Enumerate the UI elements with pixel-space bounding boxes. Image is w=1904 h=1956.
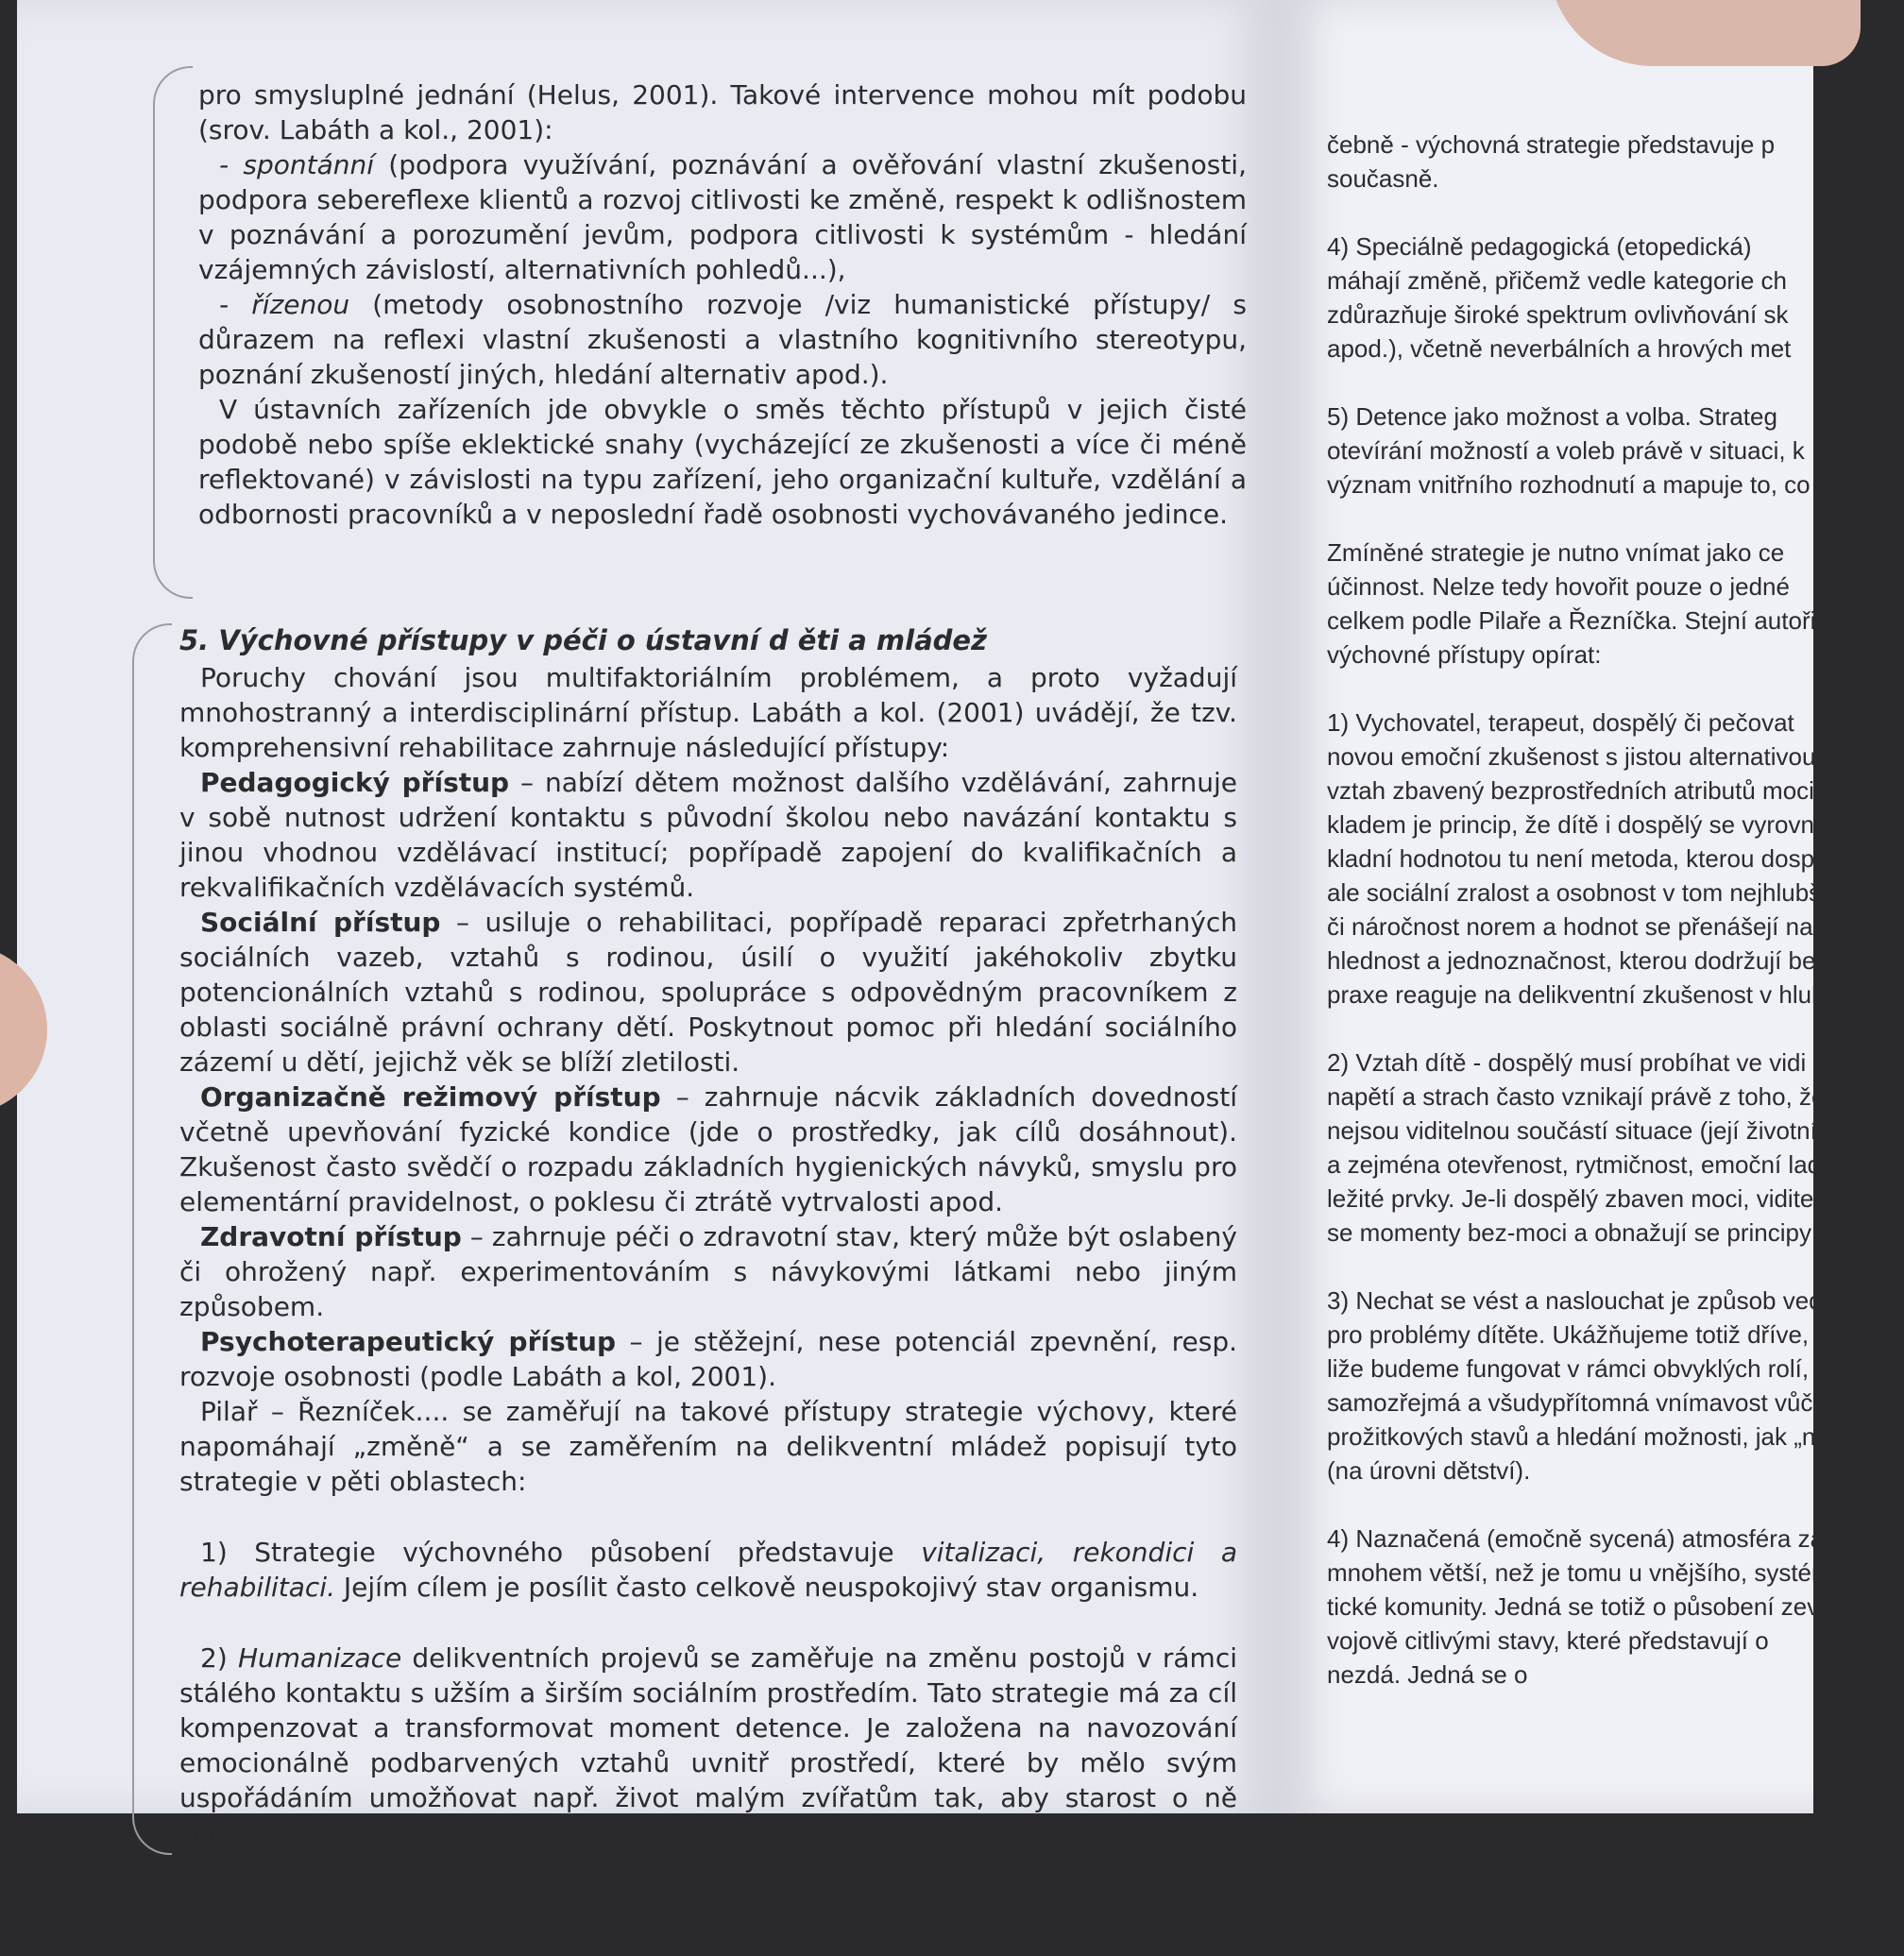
right-page-line: nejsou viditelnou součástí situace (její životní situ <box>1327 1116 1862 1145</box>
right-page-line: 2) Vztah dítě - dospělý musí probíhat ve vidi <box>1327 1048 1807 1077</box>
paragraph-pilar: Pilař – Řezníček.... se zaměřují na takové přístupy strategie výchovy, které napomáhají „změně“ a se zaměřením na delikventní mládež popisují tyto strategie v pěti oblastech: <box>179 1396 1237 1497</box>
right-page-line: čebně - výchovná strategie představuje p <box>1327 130 1776 159</box>
margin-bracket-top <box>153 66 193 599</box>
text-spontaneous: (podpora využívání, poznávání a ověřování vlastní zkušenosti, podpora sebereflexe klientů a rozvoj citlivosti ke změně, respekt k odlišnostem v poznávání a porozumění jevům, podpora citlivosti k systémům - hledání vzájemných závislostí, alternativních pohledů...), <box>198 149 1247 285</box>
strategy-2-italic: Humanizace <box>237 1642 402 1674</box>
strategy-2-text: delikventních projevů se zaměřuje na změnu postojů v rámci stálého kontaktu s užším a širším sociálním prostředím. Tato strategie má za cíl kompenzovat a transformovat moment detence. Je založena na navozování emocionálně podbarvených vztahů uvnitř prostředí, které by mělo svým uspořádáním umožňovat např. život malým zvířatům tak, aby starost o ně napomohla emocionálnímu přeladění vůči dospělým (atd.). <box>179 1642 1237 1848</box>
paragraph-institutions: V ústavních zařízeních jde obvykle o směs těchto přístupů v jejich čisté podobě nebo spíše eklektické snahy (vycházející ze zkušenosti a více či méně reflektované) v závislosti na typu zařízení, jeho organizační kultuře, vzdělání a odbornosti pracovníků a v neposlední řadě osobnosti vychovávaného jedince. <box>198 394 1247 530</box>
strategy-1-lead: 1) Strategie výchovného působení představuje <box>200 1537 922 1568</box>
approach-text: – je stěžejní, nese potenciál zpevnění, resp. rozvoje osobnosti (podle Labáth a kol, 2001). <box>179 1326 1238 1392</box>
term-guided: - řízenou <box>219 289 350 320</box>
approach-term: Psychoterapeutický přístup <box>200 1326 617 1357</box>
right-page-line: tické komunity. Jedná se totiž o působení zevnitř, kt <box>1327 1592 1887 1621</box>
right-page-line: (na úrovni dětství). <box>1327 1456 1531 1485</box>
spacer <box>179 1850 1237 1886</box>
approach-text: – nabízí dětem možnost dalšího vzdělávání, zahrnuje v sobě nutnost udržení kontaktu s původní školou nebo navázání kontaktu s jinou vhodnou vzdělávací institucí; popřípadě zapojení do kvalifikačních a rekvalifikačních vzdělávacích systémů. <box>179 767 1237 903</box>
approach-text: – zahrnuje nácvik základních dovedností včetně upevňování fyzické kondice (jde o prostředky, jak cílů dosáhnout). Zkušenost často svědčí o rozpadu základních hygienických návyků, smyslu pro elementární pravidelnost, o poklesu či ztrátě vytrvalosti apod. <box>179 1081 1237 1217</box>
right-page-line: samozřejmá a všudypřítomná vnímavost vůči diskr <box>1327 1388 1878 1417</box>
right-page-line: liže budeme fungovat v rámci obvyklých rolí, nev <box>1327 1354 1856 1383</box>
right-page-line: Zmíněné strategie je nutno vnímat jako ce <box>1327 538 1785 567</box>
paragraph-intro: Poruchy chování jsou multifaktoriálním problémem, a proto vyžadují mnohostranný a interdisciplinární přístup. Labáth a kol. (2001) uvádějí, že tzv. komprehensivní rehabilitace zahrnuje následující přístupy: <box>179 662 1237 763</box>
strategy-3-lead: 3) <box>200 1888 241 1919</box>
left-main-text-block <box>179 623 1237 1956</box>
strategy-2 <box>179 1641 1237 1850</box>
right-page-line: mnohem větší, než je tomu u vnějšího, systému ukáz <box>1327 1558 1904 1587</box>
strategy-1 <box>179 1535 1237 1605</box>
right-page-line: nezdá. Jedná se o <box>1327 1660 1528 1689</box>
strategy-2-lead: 2) <box>200 1642 238 1674</box>
spacer <box>179 1499 1237 1535</box>
right-page-line <box>1327 1250 1856 1284</box>
right-page-line: 5) Detence jako možnost a volba. Strateg <box>1327 402 1777 431</box>
right-page-line <box>1327 672 1856 706</box>
right-page-line: kladní hodnotou tu není metoda, kterou dospě <box>1327 844 1828 873</box>
right-page-line: či náročnost norem a hodnot se přenášejí na ce <box>1327 912 1846 941</box>
approach-text: – zahrnuje péči o zdravotní stav, který může být oslabený či ohrožený např. experimentováním s návykovými látkami nebo jiným způsobem. <box>179 1221 1237 1322</box>
right-page-line: otevírání možností a voleb právě v situaci, k <box>1327 436 1805 465</box>
paragraph-guided <box>198 287 1247 392</box>
right-page-line: současně. <box>1327 164 1439 193</box>
approach-item <box>179 1080 1237 1219</box>
right-page-line: 4) Speciálně pedagogická (etopedická) <box>1327 232 1752 261</box>
right-page-line: 4) Naznačená (emočně sycená) atmosféra zach <box>1327 1524 1850 1553</box>
right-page-line: kladem je princip, že dítě i dospělý se vyrovnáv <box>1327 810 1841 839</box>
approach-term: Pedagogický přístup <box>200 767 510 798</box>
right-page-line: zdůrazňuje široké spektrum ovlivňování sk <box>1327 300 1789 329</box>
strategy-3-italic: Léčebně výchovná strategie <box>240 1888 624 1919</box>
right-page-line: ale sociální zralost a osobnost v tom nejhlubším <box>1327 878 1849 907</box>
right-page-line <box>1327 196 1856 230</box>
right-page-line <box>1327 1012 1856 1046</box>
margin-bracket-main <box>132 623 172 1855</box>
right-page-line: vztah zbavený bezprostředních atributů moci a <box>1327 776 1835 805</box>
right-page-line: praxe reaguje na delikventní zkušenost v hlubší <box>1327 980 1844 1009</box>
right-page-line <box>1327 502 1856 536</box>
spacer <box>179 1605 1237 1641</box>
text-guided: (metody osobnostního rozvoje /viz humanistické přístupy/ s důrazem na reflexi vlastní zkušenosti a vlastního kognitivního stereotypu, poznání zkušeností jiných, hledání alternativ apod.). <box>198 289 1247 390</box>
approach-item <box>179 1219 1237 1324</box>
approach-item <box>179 765 1237 905</box>
approach-term: Sociální přístup <box>200 907 441 938</box>
right-page-line: prožitkových stavů a hledání možnosti, jak „nevytvo <box>1327 1422 1887 1451</box>
right-page-line: pro problémy dítěte. Ukážňujeme totiž dříve, než <box>1327 1320 1856 1349</box>
right-page-line: význam vnitřního rozhodnutí a mapuje to, co <box>1327 470 1810 499</box>
right-page-line: máhají změně, přičemž vedle kategorie ch <box>1327 266 1788 295</box>
paragraph-spontaneous <box>198 147 1247 287</box>
right-page-line: hlednost a jednoznačnost, kterou dodržují bez <box>1327 946 1828 975</box>
approach-text: – usiluje o rehabilitaci, popřípadě reparaci zpřetrhaných sociálních vazeb, vztahů s rodinou, úsilí o využití jakéhokoliv zbytku potencionálních vztahů s rodinou, spolupráce s odpovědným pracovníkem z oblasti sociálně právní ochrany dětí. Poskytnout pomoc při hledání sociálního zázemí u dětí, jejichž věk se blíží zletilosti. <box>179 907 1237 1078</box>
right-page-line: vojově citlivými stavy, které představují o <box>1327 1626 1769 1655</box>
right-page-line <box>1327 366 1856 400</box>
approach-item <box>179 1324 1237 1394</box>
paragraph-helus: pro smysluplné jednání (Helus, 2001). Takové intervence mohou mít podobu (srov. Labáth a kol., 2001): <box>198 79 1247 145</box>
right-page-line: 3) Nechat se vést a naslouchat je způsob veden <box>1327 1286 1850 1315</box>
left-top-text-block <box>198 77 1247 532</box>
right-page-line: celkem podle Pilaře a Řezníčka. Stejní autoři <box>1327 606 1816 635</box>
right-page-line: účinnost. Nelze tedy hovořit pouze o jedné <box>1327 572 1790 601</box>
strategy-1-italic: vitalizaci, rekondici a rehabilitaci. <box>179 1537 1237 1603</box>
approach-item <box>179 905 1237 1080</box>
right-page-line: 1) Vychovatel, terapeut, dospělý či pečovat <box>1327 708 1794 737</box>
strategy-3-text: se snaží o propojení několika oborů s cílem léčit, když je <box>179 1888 1237 1954</box>
right-page-line <box>1327 1488 1856 1522</box>
section-heading: 5. Výchovné přístupy v péči o ústavní d ěti a mládež <box>179 624 987 656</box>
right-page-line: se momenty bez-moci a obnažují se principy skut <box>1327 1218 1863 1247</box>
approach-term: Zdravotní přístup <box>200 1221 462 1252</box>
strategy-1-text: Jejím cílem je posílit často celkově neuspokojivý stav organismu. <box>334 1572 1199 1603</box>
right-page-line: novou emoční zkušenost s jistou alternativou <box>1327 742 1816 771</box>
right-page-line: výchovné přístupy opírat: <box>1327 640 1602 669</box>
right-page-line: a zejména otevřenost, rytmičnost, emoční ladění <box>1327 1150 1856 1179</box>
approach-term: Organizačně režimový přístup <box>200 1081 661 1113</box>
right-page-line: ležité prvky. Je-li dospělý zbaven moci, viditelných <box>1327 1184 1872 1213</box>
term-spontaneous: - spontánní <box>219 149 375 180</box>
right-page-line: napětí a strach často vznikají právě z toho, že do <box>1327 1082 1860 1111</box>
strategy-3 <box>179 1886 1237 1956</box>
right-page-text-block <box>1327 128 1904 1692</box>
right-page-line: apod.), včetně neverbálních a hrových met <box>1327 334 1792 363</box>
